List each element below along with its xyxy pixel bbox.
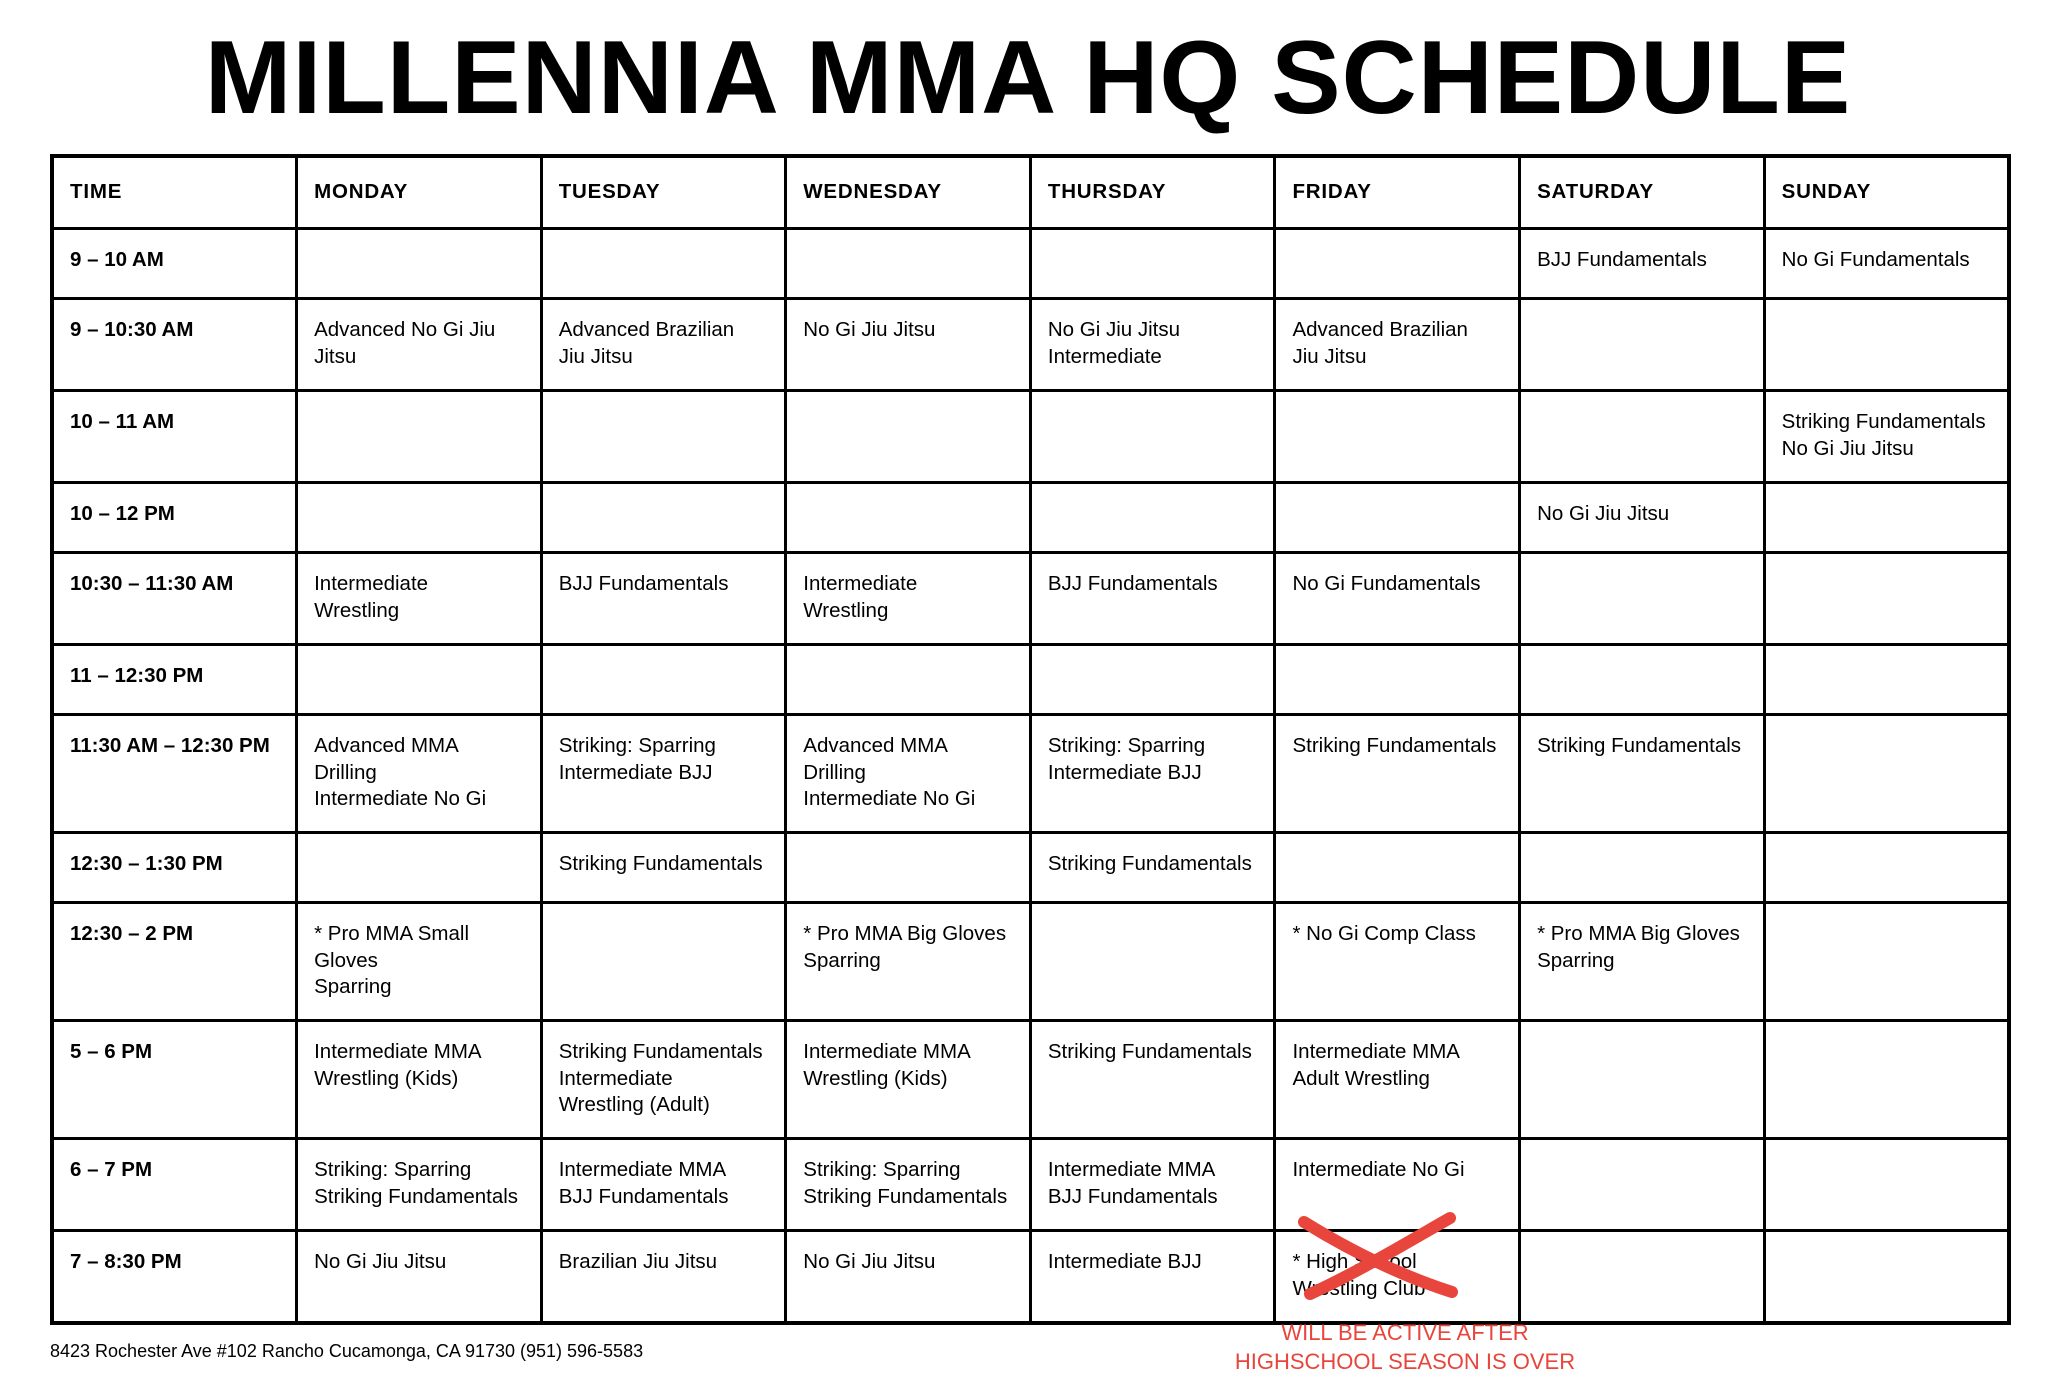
- class-cell-sunday: [1764, 1021, 2009, 1139]
- class-cell-friday: [1275, 553, 1520, 645]
- class-cell-monday: [297, 299, 542, 391]
- class-name: BJJ Fundamentals: [1537, 248, 1707, 271]
- class-cell-sunday: [1764, 833, 2009, 903]
- column-header-sunday: SUNDAY: [1764, 156, 2009, 229]
- class-cell-friday: [1275, 299, 1520, 391]
- class-name: Intermediate MMA: [1047, 1158, 1216, 1181]
- time-slot-cell: 10:30 – 11:30 AM: [52, 553, 297, 645]
- class-name: BJJ Fundamentals: [558, 1184, 729, 1208]
- time-slot-cell: 9 – 10 AM: [52, 229, 297, 299]
- class-name: Striking: Sparring: [314, 1158, 472, 1181]
- class-cell-tuesday: [541, 483, 786, 553]
- footer-address: 8423 Rochester Ave #102 Rancho Cucamonga, CA 91730 (951) 596-5583: [50, 1341, 644, 1361]
- class-cell-wednesday: [786, 1021, 1031, 1139]
- column-header-friday: FRIDAY: [1275, 156, 1520, 229]
- class-name: Intermediate MMA: [803, 1040, 971, 1063]
- class-cell-friday: [1275, 483, 1520, 553]
- class-cell-monday: [297, 1139, 542, 1231]
- class-cell-saturday: [1520, 1139, 1765, 1231]
- class-cell-monday: [297, 483, 542, 553]
- class-cell-monday: [297, 391, 542, 483]
- class-name: No Gi Fundamentals: [1292, 572, 1481, 595]
- class-cell-sunday: [1764, 903, 2009, 1021]
- class-cell-thursday: [1030, 715, 1275, 833]
- class-name: Adult Wrestling: [1292, 1066, 1430, 1090]
- class-cell-friday: [1275, 1021, 1520, 1139]
- class-cell-thursday: [1030, 833, 1275, 903]
- class-cell-tuesday: [541, 833, 786, 903]
- class-cell-wednesday: [786, 1139, 1031, 1231]
- class-cell-wednesday: [786, 553, 1031, 645]
- schedule-row: [52, 1231, 2009, 1323]
- time-slot-cell: 12:30 – 2 PM: [52, 903, 297, 1021]
- class-cell-monday: [297, 1231, 542, 1323]
- class-name: Wrestling (Kids): [803, 1066, 948, 1090]
- class-cell-thursday: [1030, 553, 1275, 645]
- class-name: Intermediate No Gi: [314, 787, 487, 810]
- class-name: Jiu Jitsu: [558, 344, 633, 368]
- class-name: Intermediate MMA: [558, 1158, 727, 1181]
- class-name: * High School: [1292, 1250, 1417, 1273]
- class-cell-saturday: [1520, 483, 1765, 553]
- class-cell-wednesday: [786, 833, 1031, 903]
- class-cell-friday: [1275, 391, 1520, 483]
- class-cell-thursday: [1030, 229, 1275, 299]
- schedule-row: [52, 1139, 2009, 1231]
- schedule-row: [52, 715, 2009, 833]
- class-cell-friday: [1275, 645, 1520, 715]
- column-header-monday: MONDAY: [297, 156, 542, 229]
- class-cell-sunday: [1764, 553, 2009, 645]
- class-cell-wednesday: [786, 1231, 1031, 1323]
- class-cell-wednesday: [786, 299, 1031, 391]
- class-cell-wednesday: [786, 715, 1031, 833]
- class-name: Drilling: [803, 760, 866, 784]
- class-name: Advanced No Gi Jiu: [314, 318, 496, 341]
- class-name: No Gi Jiu Jitsu: [803, 318, 936, 341]
- time-slot-cell: 10 – 11 AM: [52, 391, 297, 483]
- schedule-body: [52, 229, 2009, 1323]
- class-cell-tuesday: [541, 229, 786, 299]
- time-slot-cell: 11:30 AM – 12:30 PM: [52, 715, 297, 833]
- schedule-row: [52, 903, 2009, 1021]
- class-cell-thursday: [1030, 299, 1275, 391]
- class-cell-sunday: [1764, 715, 2009, 833]
- class-name: Intermediate No Gi: [803, 787, 976, 810]
- class-name: Jiu Jitsu: [1292, 344, 1367, 368]
- schedule-row: [52, 391, 2009, 483]
- schedule-row: [52, 229, 2009, 299]
- class-name: No Gi Jiu Jitsu: [1537, 502, 1670, 525]
- class-cell-wednesday: [786, 645, 1031, 715]
- class-cell-saturday: [1520, 299, 1765, 391]
- class-name: Intermediate BJJ: [1047, 1250, 1202, 1273]
- class-cell-tuesday: [541, 903, 786, 1021]
- class-name: Advanced Brazilian: [558, 318, 735, 341]
- class-name: Drilling: [314, 760, 377, 784]
- class-name: Advanced MMA: [314, 734, 459, 757]
- schedule-row: [52, 833, 2009, 903]
- time-slot-cell: 9 – 10:30 AM: [52, 299, 297, 391]
- class-name: Wrestling (Adult): [558, 1093, 710, 1116]
- class-cell-thursday: [1030, 483, 1275, 553]
- class-name: Striking Fundamentals: [558, 1040, 763, 1063]
- class-cell-sunday: [1764, 483, 2009, 553]
- class-name: Striking Fundamentals: [1781, 410, 1986, 433]
- class-name: Intermediate BJJ: [1047, 760, 1202, 784]
- time-slot-cell: 5 – 6 PM: [52, 1021, 297, 1139]
- class-cell-tuesday: [541, 553, 786, 645]
- class-name: Intermediate: [558, 1066, 673, 1090]
- class-cell-monday: [297, 1021, 542, 1139]
- class-name: Striking: Sparring: [558, 734, 716, 757]
- class-cell-thursday: [1030, 391, 1275, 483]
- class-cell-thursday: [1030, 1021, 1275, 1139]
- column-header-saturday: SATURDAY: [1520, 156, 1765, 229]
- class-name: No Gi Jiu Jitsu: [314, 1250, 447, 1273]
- class-name: Wrestling (Kids): [314, 1066, 459, 1090]
- class-cell-wednesday: [786, 391, 1031, 483]
- schedule-header-row: [52, 156, 2009, 229]
- class-name: * Pro MMA Big Gloves: [803, 922, 1007, 945]
- class-cell-friday: [1275, 903, 1520, 1021]
- class-cell-monday: [297, 715, 542, 833]
- class-name: BJJ Fundamentals: [1047, 572, 1218, 595]
- class-cell-thursday: [1030, 1231, 1275, 1323]
- class-cell-friday: [1275, 229, 1520, 299]
- class-cell-friday: [1275, 1139, 1520, 1231]
- class-cell-saturday: [1520, 391, 1765, 483]
- class-cell-sunday: [1764, 645, 2009, 715]
- class-cell-saturday: [1520, 903, 1765, 1021]
- class-name: Intermediate BJJ: [558, 760, 713, 784]
- class-cell-sunday: [1764, 1231, 2009, 1323]
- class-cell-tuesday: [541, 1021, 786, 1139]
- class-name: No Gi Jiu Jitsu: [1047, 318, 1181, 341]
- class-cell-tuesday: [541, 1139, 786, 1231]
- class-cell-saturday: [1520, 229, 1765, 299]
- class-cell-thursday: [1030, 903, 1275, 1021]
- schedule-row: [52, 645, 2009, 715]
- activation-note-line: WILL BE ACTIVE AFTER: [1281, 1320, 1529, 1345]
- class-cell-tuesday: [541, 1231, 786, 1323]
- class-name: Sparring: [1537, 948, 1615, 972]
- class-name: * Pro MMA Big Gloves: [1537, 922, 1740, 945]
- schedule-row: [52, 299, 2009, 391]
- class-name: Wrestling: [803, 598, 889, 622]
- class-name: No Gi Fundamentals: [1781, 248, 1970, 271]
- class-name: Striking Fundamentals: [558, 852, 763, 875]
- page-title: MILLENNIA MMA HQ SCHEDULE: [204, 20, 1852, 136]
- class-cell-wednesday: [786, 903, 1031, 1021]
- class-cell-sunday: [1764, 299, 2009, 391]
- class-cell-saturday: [1520, 1231, 1765, 1323]
- class-name: Intermediate: [314, 572, 429, 595]
- class-cell-tuesday: [541, 715, 786, 833]
- class-name: Wrestling: [314, 598, 400, 622]
- class-cell-tuesday: [541, 391, 786, 483]
- class-cell-saturday: [1520, 715, 1765, 833]
- class-name: * No Gi Comp Class: [1292, 922, 1476, 945]
- schedule-table: [50, 154, 2011, 1325]
- class-name: BJJ Fundamentals: [1047, 1184, 1218, 1208]
- class-name: Striking Fundamentals: [1292, 734, 1497, 757]
- class-cell-tuesday: [541, 299, 786, 391]
- class-name: Striking: Sparring: [1047, 734, 1206, 757]
- class-cell-wednesday: [786, 229, 1031, 299]
- class-cell-monday: [297, 229, 542, 299]
- class-name: Advanced MMA: [803, 734, 948, 757]
- class-name: Jitsu: [314, 344, 357, 368]
- column-header-tuesday: TUESDAY: [541, 156, 786, 229]
- class-name: Striking Fundamentals: [803, 1184, 1008, 1208]
- schedule-row: [52, 553, 2009, 645]
- class-name: Gloves: [314, 948, 378, 972]
- class-name: Striking: Sparring: [803, 1158, 961, 1181]
- class-name: Intermediate No Gi: [1292, 1158, 1465, 1181]
- column-header-time: TIME: [52, 156, 297, 229]
- schedule-row: [52, 1021, 2009, 1139]
- class-name: Advanced Brazilian: [1292, 318, 1468, 341]
- activation-note: [1200, 1318, 1610, 1376]
- class-name: Intermediate MMA: [314, 1040, 482, 1063]
- class-name: Intermediate: [803, 572, 918, 595]
- class-cell-saturday: [1520, 1021, 1765, 1139]
- class-name: Intermediate: [1047, 344, 1162, 368]
- column-header-wednesday: WEDNESDAY: [786, 156, 1031, 229]
- time-slot-cell: 7 – 8:30 PM: [52, 1231, 297, 1323]
- class-name: Sparring: [803, 948, 881, 972]
- schedule-row: [52, 483, 2009, 553]
- class-name: Intermediate MMA: [1292, 1040, 1460, 1063]
- class-cell-saturday: [1520, 833, 1765, 903]
- time-slot-cell: 12:30 – 1:30 PM: [52, 833, 297, 903]
- class-cell-monday: [297, 553, 542, 645]
- class-cell-wednesday: [786, 483, 1031, 553]
- class-cell-thursday: [1030, 645, 1275, 715]
- class-name: Striking Fundamentals: [1047, 852, 1252, 875]
- class-name: No Gi Jiu Jitsu: [1781, 436, 1914, 460]
- time-slot-cell: 10 – 12 PM: [52, 483, 297, 553]
- class-cell-monday: [297, 645, 542, 715]
- class-name: Wrestling Club: [1292, 1276, 1426, 1300]
- class-name: Striking Fundamentals: [1537, 734, 1742, 757]
- class-cell-friday: [1275, 833, 1520, 903]
- class-cell-monday: [297, 903, 542, 1021]
- class-cell-sunday: [1764, 229, 2009, 299]
- class-name: Brazilian Jiu Jitsu: [558, 1250, 718, 1273]
- time-slot-cell: 6 – 7 PM: [52, 1139, 297, 1231]
- class-name: Striking Fundamentals: [314, 1184, 519, 1208]
- class-cell-sunday: [1764, 1139, 2009, 1231]
- class-name: BJJ Fundamentals: [558, 572, 729, 595]
- class-cell-saturday: [1520, 645, 1765, 715]
- class-cell-saturday: [1520, 553, 1765, 645]
- column-header-thursday: THURSDAY: [1030, 156, 1275, 229]
- class-cell-thursday: [1030, 1139, 1275, 1231]
- class-cell-monday: [297, 833, 542, 903]
- class-cell-tuesday: [541, 645, 786, 715]
- class-cell-friday: [1275, 715, 1520, 833]
- class-name: Sparring: [314, 975, 392, 998]
- class-cell-friday: [1275, 1231, 1520, 1323]
- class-name: Striking Fundamentals: [1047, 1040, 1252, 1063]
- time-slot-cell: 11 – 12:30 PM: [52, 645, 297, 715]
- activation-note-line: HIGHSCHOOL SEASON IS OVER: [1234, 1349, 1576, 1374]
- class-cell-sunday: [1764, 391, 2009, 483]
- class-name: * Pro MMA Small: [314, 922, 470, 945]
- class-name: No Gi Jiu Jitsu: [803, 1250, 936, 1273]
